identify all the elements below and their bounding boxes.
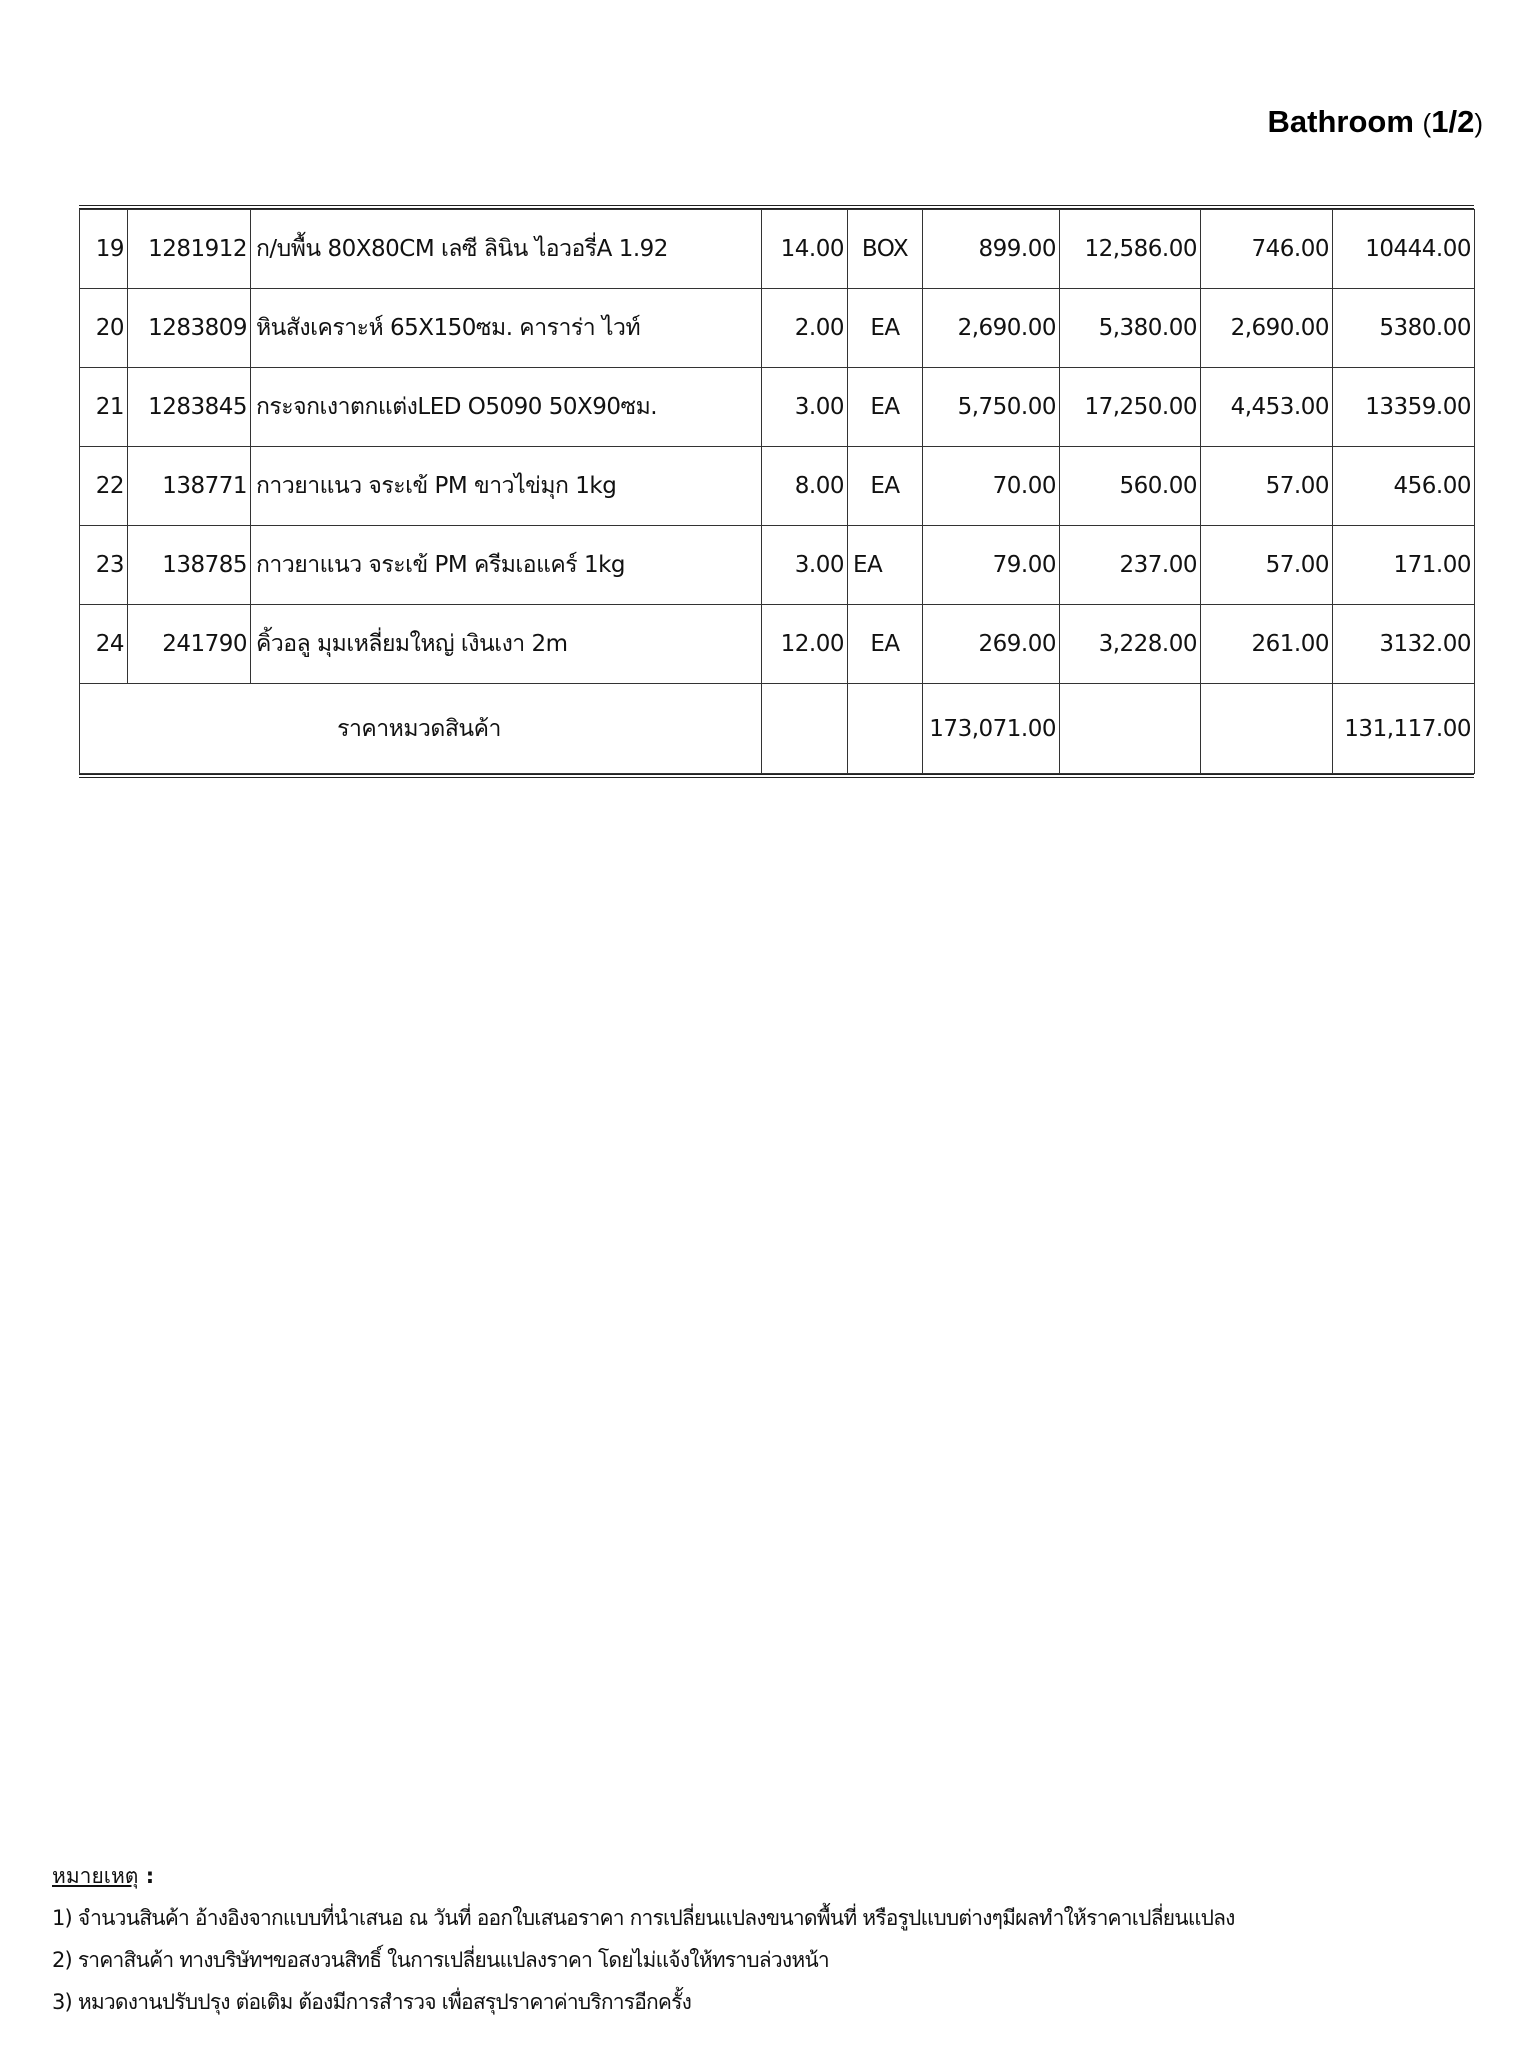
item-unit-price: 899.00 <box>923 210 1060 289</box>
item-code: 138771 <box>128 447 251 526</box>
remark-line-2: 2) ราคาสินค้า ทางบริษัทฯขอสงวนสิทธิ์ ในการเปลี่ยนแปลงราคา โดยไม่แจ้งให้ทราบล่วงหน้า <box>52 1948 829 1972</box>
item-number: 24 <box>80 605 128 684</box>
page-indicator: 1/2 <box>1431 104 1475 139</box>
item-description: คิ้วอลู มุมเหลี่ยมใหญ่ เงินเงา 2m <box>251 605 762 684</box>
item-number: 20 <box>80 289 128 368</box>
item-number: 22 <box>80 447 128 526</box>
item-description: ก/บพื้น 80X80CM เลซี ลินิน ไอวอรี่A 1.92 <box>251 210 762 289</box>
item-net-price: 2,690.00 <box>1201 289 1333 368</box>
item-net-price: 57.00 <box>1201 526 1333 605</box>
item-unit-price: 79.00 <box>923 526 1060 605</box>
remark-line-3: 3) หมวดงานปรับปรุง ต่อเติม ต้องมีการสำรวจ เพื่อสรุปราคาค่าบริการอีกครั้ง <box>52 1990 692 2014</box>
table-body <box>80 210 1475 774</box>
item-number: 19 <box>80 210 128 289</box>
item-unit-price: 269.00 <box>923 605 1060 684</box>
item-unit-price: 5,750.00 <box>923 368 1060 447</box>
item-number: 21 <box>80 368 128 447</box>
quotation-table-wrapper <box>79 205 1474 778</box>
item-quantity: 8.00 <box>762 447 848 526</box>
remarks-title: หมายเหตุ <box>52 1864 139 1888</box>
table-row <box>80 210 1475 289</box>
page-paren-open: ( <box>1422 108 1432 138</box>
page-paren-close: ) <box>1474 108 1483 138</box>
remarks-section <box>52 1855 1492 2023</box>
item-code: 241790 <box>128 605 251 684</box>
item-net-amount: 456.00 <box>1333 447 1475 526</box>
remarks-colon: : <box>138 1864 155 1888</box>
remark-line-1: 1) จำนวนสินค้า อ้างอิงจากแบบที่นำเสนอ ณ วันที่ ออกใบเสนอราคา การเปลี่ยนแปลงขนาดพื้นที่ หรือรูปแบบต่างๆมีผลทำให้ราคาเปลี่ยนแปลง <box>52 1906 1235 1930</box>
item-quantity: 12.00 <box>762 605 848 684</box>
item-code: 1281912 <box>128 210 251 289</box>
quotation-table <box>79 209 1475 774</box>
total-empty-cell <box>1060 684 1201 774</box>
remarks-heading <box>52 1855 1492 1897</box>
category-total-label: ราคาหมวดสินค้า <box>80 684 762 774</box>
item-quantity: 2.00 <box>762 289 848 368</box>
item-unit: EA <box>848 289 923 368</box>
item-amount: 17,250.00 <box>1060 368 1201 447</box>
section-title: Bathroom <box>1267 104 1414 139</box>
item-amount: 3,228.00 <box>1060 605 1201 684</box>
item-net-amount: 10444.00 <box>1333 210 1475 289</box>
item-number: 23 <box>80 526 128 605</box>
item-unit: EA <box>848 605 923 684</box>
item-unit: BOX <box>848 210 923 289</box>
item-net-price: 4,453.00 <box>1201 368 1333 447</box>
table-row <box>80 605 1475 684</box>
item-description: กระจกเงาตกแต่งLED O5090 50X90ซม. <box>251 368 762 447</box>
item-description: กาวยาแนว จระเข้ PM ขาวไข่มุก 1kg <box>251 447 762 526</box>
item-net-amount: 13359.00 <box>1333 368 1475 447</box>
item-unit: EA <box>848 447 923 526</box>
category-total-net-amount: 131,117.00 <box>1333 684 1475 774</box>
item-unit-price: 70.00 <box>923 447 1060 526</box>
total-empty-cell <box>1201 684 1333 774</box>
item-net-price: 261.00 <box>1201 605 1333 684</box>
item-net-amount: 3132.00 <box>1333 605 1475 684</box>
table-row <box>80 368 1475 447</box>
item-amount: 12,586.00 <box>1060 210 1201 289</box>
item-amount: 560.00 <box>1060 447 1201 526</box>
page-header <box>1268 104 1483 140</box>
item-code: 1283809 <box>128 289 251 368</box>
item-unit: EA <box>848 526 923 605</box>
table-row <box>80 447 1475 526</box>
item-description: กาวยาแนว จระเข้ PM ครีมเอแคร์ 1kg <box>251 526 762 605</box>
item-quantity: 3.00 <box>762 368 848 447</box>
item-net-price: 746.00 <box>1201 210 1333 289</box>
table-row <box>80 526 1475 605</box>
item-code: 138785 <box>128 526 251 605</box>
item-net-price: 57.00 <box>1201 447 1333 526</box>
item-net-amount: 5380.00 <box>1333 289 1475 368</box>
total-empty-cell <box>848 684 923 774</box>
item-quantity: 14.00 <box>762 210 848 289</box>
item-code: 1283845 <box>128 368 251 447</box>
item-net-amount: 171.00 <box>1333 526 1475 605</box>
item-quantity: 3.00 <box>762 526 848 605</box>
category-total-row <box>80 684 1475 774</box>
item-unit: EA <box>848 368 923 447</box>
category-total-amount: 173,071.00 <box>923 684 1060 774</box>
item-unit-price: 2,690.00 <box>923 289 1060 368</box>
table-row <box>80 289 1475 368</box>
item-description: หินสังเคราะห์ 65X150ซม. คาราร่า ไวท์ <box>251 289 762 368</box>
item-amount: 237.00 <box>1060 526 1201 605</box>
total-empty-cell <box>762 684 848 774</box>
item-amount: 5,380.00 <box>1060 289 1201 368</box>
